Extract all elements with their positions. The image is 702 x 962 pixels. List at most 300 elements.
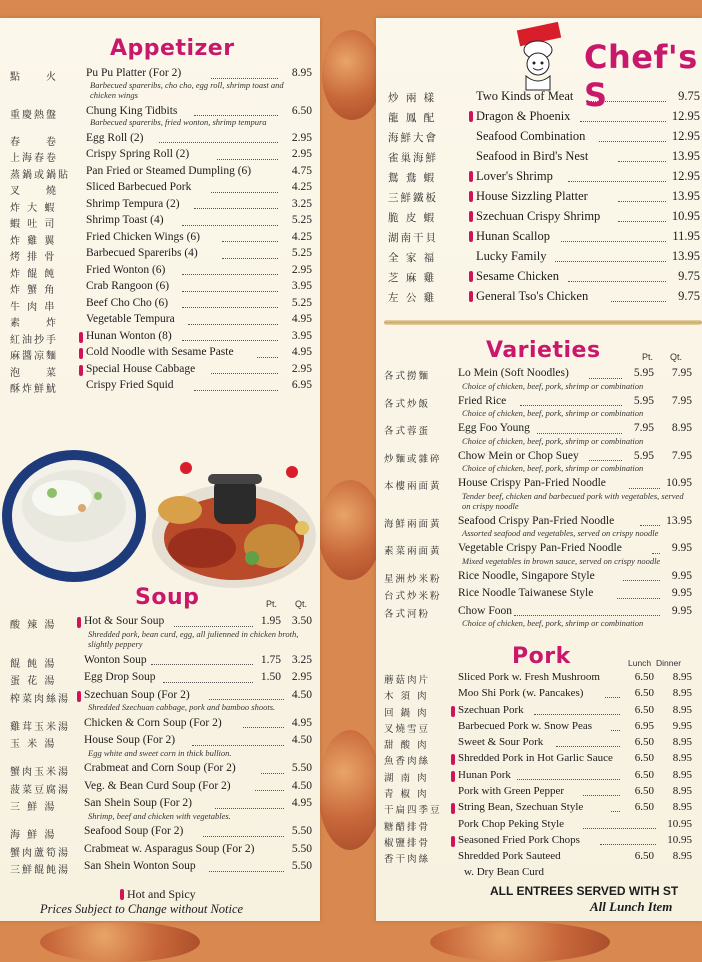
item-name: Fried Rice [458,394,507,407]
dot-leader [194,208,279,209]
item-name: Chicken & Corn Soup (For 2) [84,716,222,729]
item-price: 2.95 [291,362,312,375]
dot-leader [163,682,253,683]
item-price: 9.95 [671,542,692,554]
chinese-name: 素 炸 [10,318,58,329]
chinese-name: 玉 米 湯 [10,739,57,750]
appetizer-item [10,197,312,214]
item-name: Moo Shi Pork (w. Pancakes) [458,687,584,700]
item-price: 1.75 [260,653,281,666]
footer-line-1: ALL ENTREES SERVED WITH ST [490,884,679,898]
chefs-item [388,168,698,188]
dot-leader [209,871,284,872]
chinese-name: 海鮮大會 [388,132,438,144]
item-description: Tender beef, chicken and barbecued pork with vegetables, served on crispy noodle [462,490,684,511]
dot-leader [209,699,284,700]
soup-item [10,859,312,877]
chefs-special-title: Chef's S [584,38,698,114]
item-name: Crab Rangoon (6) [86,280,170,292]
chili-icon [79,365,83,376]
item-price: 4.25 [291,181,312,193]
item-price: 9.95 [671,569,692,582]
chinese-name: 蛋 花 湯 [10,676,57,687]
item-name: Fried Wonton (6) [86,263,166,276]
varieties-item [384,366,698,394]
pork-item [384,768,698,784]
varieties-item [384,604,698,632]
dot-leader [605,697,620,698]
chinese-name: 炸 雞 翼 [10,235,57,247]
dot-leader [534,714,621,715]
item-price: 6.50 [634,850,654,863]
appetizer-item [10,213,312,230]
chinese-name: 全 家 福 [388,252,437,264]
soup-item [10,614,312,653]
dot-leader [182,307,278,308]
dot-leader [589,460,623,461]
dot-leader [203,836,284,837]
item-name: Shredded Pork in Hot Garlic Sauce [458,752,613,765]
appetizer-item [10,147,312,164]
item-name: Hot & Sour Soup [84,615,165,627]
item-name: Crabmeat and Corn Soup (For 2) [84,762,236,774]
dot-leader [255,790,284,791]
price-notice: Prices Subject to Change without Notice [40,902,244,916]
chili-icon [451,706,455,717]
item-description: Choice of chicken, beef, pork, shrimp or combination [462,463,644,473]
chefs-item [388,228,698,248]
chinese-name: 蟹肉蘆筍湯 [10,847,70,859]
dot-leader [537,433,622,434]
chinese-name: 鴛 鴦 蝦 [388,172,437,184]
soup-col-qt: Qt. [295,599,308,609]
dot-leader [618,221,667,222]
item-price: 3.50 [291,615,312,627]
pork-list [384,670,698,882]
dot-leader [151,664,253,665]
item-name: San Shein Wonton Soup [84,860,196,872]
chinese-name: 雞茸玉米湯 [10,721,70,733]
item-price: 1.50 [260,671,281,683]
chinese-name: 芝 麻 雞 [388,272,437,284]
pork-item [384,800,698,816]
item-price: 13.95 [666,514,692,527]
varieties-item [384,476,698,514]
dot-leader [192,745,285,746]
chinese-name: 台式炒米粉 [384,591,442,602]
chinese-name: 酸 辣 湯 [10,620,57,631]
item-name: Egg Foo Young [458,422,530,434]
dot-leader [555,261,666,262]
footer-line-2: All Lunch Item [590,899,673,914]
dot-leader [617,598,660,599]
chinese-name: 本樓兩面黃 [384,481,442,492]
pork-title: Pork [512,644,571,669]
soup-item [10,824,312,842]
soup-item [10,842,312,860]
item-price: 5.50 [291,842,312,855]
appetizer-item [10,263,312,280]
pork-item [384,784,698,800]
item-price: 3.95 [291,329,312,342]
item-price: 6.50 [634,736,654,749]
chinese-name: 上海春卷 [10,153,58,164]
item-name: Hunan Pork [458,768,511,781]
item-price: 2.95 [291,263,312,276]
item-name: Seafood Combination [476,129,586,143]
item-price: 12.95 [671,169,700,183]
pork-item [384,751,698,767]
pork-item [384,719,698,735]
soup-item [10,688,312,716]
item-name: Hunan Wonton (8) [86,329,172,342]
chinese-name: 素菜兩面黃 [384,546,442,557]
item-name: String Bean, Szechuan Style [458,801,584,814]
item-price: 4.25 [291,230,312,243]
dot-leader [520,405,623,406]
chinese-name: 蘑菇肉片 [384,675,431,686]
item-name: Seafood Soup (For 2) [84,825,184,837]
item-name: Sweet & Sour Pork [458,736,544,749]
chinese-name: 點 火 [10,72,58,83]
chefs-item [388,188,698,208]
pork-item [384,849,698,881]
item-price: 6.50 [634,687,654,700]
item-price: 6.50 [634,785,654,798]
item-name: Egg Roll (2) [86,131,144,144]
chili-icon [469,111,473,122]
dot-leader [618,201,667,202]
dot-leader [215,808,285,809]
chinese-name: 龍 鳳 配 [388,112,437,124]
chinese-name: 糖醋排骨 [384,821,431,833]
item-name: Pu Pu Platter (For 2) [86,67,182,79]
item-name: Seafood in Bird's Nest [476,149,589,163]
chinese-name: 三鮮鐵板 [388,192,438,204]
chinese-name: 三鮮餛飩湯 [10,865,70,876]
item-price: 7.95 [671,449,692,462]
item-name: Two Kinds of Meat [476,89,574,103]
appetizer-item [10,296,312,313]
chinese-name: 雀巢海鮮 [388,152,438,164]
item-name: House Soup (For 2) [84,734,176,746]
dot-leader [618,161,667,162]
chili-icon [79,348,83,359]
item-name: Beef Cho Cho (6) [86,296,169,309]
appetizer-title: Appetizer [110,36,235,61]
chinese-name: 甜 酸 肉 [384,740,429,752]
dot-leader [194,390,279,391]
item-name: House Crispy Pan-Fried Noodle [458,477,606,489]
chinese-name: 各式炒飯 [384,398,431,410]
item-price: 13.95 [671,149,700,163]
chinese-name: 海鮮兩面黃 [384,518,442,530]
chef-mascot-icon [510,22,570,92]
item-name: Barbecued Spareribs (4) [86,247,198,259]
item-price: 8.95 [291,67,312,79]
item-name: Crabmeat w. Asparagus Soup (For 2) [84,842,255,855]
chefs-item [388,108,698,128]
item-price: 13.95 [671,249,700,263]
chili-icon [469,271,473,282]
dot-leader [194,115,279,116]
dot-leader [222,258,278,259]
chinese-name: 炸 餛 飩 [10,268,57,280]
appetizer-item [10,362,312,379]
dot-leader [568,181,667,182]
soup-item [10,716,312,734]
item-price: 5.95 [633,367,654,379]
item-description: Egg white and sweet corn in thick bullion. [88,747,232,758]
chinese-name: 湖南干貝 [388,232,438,244]
item-price: 6.50 [634,703,654,716]
chinese-name: 回 鍋 肉 [384,707,429,719]
appetizer-item [10,131,312,148]
varieties-title: Varieties [486,338,601,363]
chinese-name: 木 須 肉 [384,691,429,703]
chinese-name: 叉 燒 [10,186,58,197]
right-menu-page [376,18,702,921]
dot-leader [159,142,278,143]
item-price: 5.50 [291,825,312,837]
chili-icon [451,803,455,814]
item-name: Lo Mein (Soft Noodles) [458,367,569,379]
appetizer-item [10,329,312,346]
item-price: 13.95 [671,189,700,203]
item-name: Dragon & Phoenix [476,109,571,123]
item-name: Lucky Family [476,249,547,263]
dot-leader [623,580,660,581]
dot-leader [583,828,656,829]
dot-leader [514,615,660,616]
chili-icon [451,771,455,782]
item-name: Seafood Crispy Pan-Fried Noodle [458,514,615,527]
dot-leader [580,121,666,122]
item-description: Barbecued spareribs, cho cho, egg roll, shrimp toast and chicken wings [90,79,284,100]
item-name: Sliced Pork w. Fresh Mushroom [458,671,600,683]
chinese-name: 炒 兩 樣 [388,92,437,104]
tomato-decoration [430,922,610,962]
chili-icon [120,889,124,900]
item-name: Shrimp Tempura (2) [86,197,180,210]
dot-leader [629,488,660,489]
soup-title: Soup [135,585,200,610]
chinese-name: 干扁四季豆 [384,805,442,817]
soup-item [10,653,312,671]
chinese-name: 各式蓉蛋 [384,426,431,437]
chinese-name: 星洲炒米粉 [384,573,442,585]
chefs-item [388,248,698,268]
varieties-list [384,366,698,631]
chinese-name: 青 椒 肉 [384,789,429,801]
hot-spicy-legend: Hot and Spicy [127,887,196,901]
item-description: Barbecued spareribs, fried wonton, shrimp tempura [90,117,267,127]
chili-icon [469,211,473,222]
dot-leader [652,553,660,554]
dot-leader [583,795,620,796]
chinese-name: 烤 排 骨 [10,252,57,263]
chefs-item [388,128,698,148]
dot-leader [611,730,621,731]
varieties-item [384,449,698,477]
item-name: Pork Chop Peking Style [458,817,565,830]
chinese-name: 炸 大 蝦 [10,202,57,214]
chefs-item [388,288,698,308]
item-name: Sliced Barbecued Pork [86,181,192,193]
item-price: 7.95 [633,422,654,434]
item-name: Seasoned Fried Pork Chops [458,833,580,846]
dot-leader [182,225,278,226]
item-price: 2.95 [291,131,312,144]
pork-col-dinner: Dinner [656,658,682,668]
item-price: 9.95 [671,604,692,617]
chili-icon [77,691,81,702]
item-price: 4.95 [291,797,312,809]
item-price: 10.95 [667,817,692,830]
chinese-name: 麻醬凉麵 [10,351,58,362]
item-description: Shrimp, beef and chicken with vegetables. [88,810,231,821]
soup-item [10,761,312,779]
item-name: Pan Fried or Steamed Dumpling (6) [86,164,252,177]
item-name: Szechuan Crispy Shrimp [476,209,601,223]
dot-leader [222,241,278,242]
item-name: Szechuan Pork [458,703,524,716]
item-description: Assorted seafood and vegetables, served on crispy noodle [462,528,659,538]
chefs-item [388,208,698,228]
item-price: 5.25 [291,296,312,309]
chinese-name: 紅油抄手 [10,334,58,346]
chefs-list [388,88,698,308]
dot-leader [182,340,278,341]
dot-leader [600,844,657,845]
varieties-item [384,586,698,604]
pork-item [384,735,698,751]
dot-leader [261,773,285,774]
appetizer-item [10,180,312,197]
item-name: Fried Chicken Wings (6) [86,230,200,243]
pork-item [384,817,698,833]
item-price: 3.25 [291,653,312,666]
dot-leader [182,274,278,275]
item-price: 10.95 [666,477,692,489]
item-price: 9.75 [678,289,700,303]
chili-icon [79,332,83,343]
appetizer-item [10,230,312,247]
item-price: 5.95 [633,394,654,407]
food-photo-illustration [2,438,318,598]
chinese-name: 香干肉絲 [384,854,431,866]
chili-icon [77,617,81,628]
item-price: 8.95 [672,736,692,749]
dot-leader [611,301,666,302]
chinese-name: 餛 飩 湯 [10,658,57,670]
pork-item [384,686,698,702]
item-price: 12.95 [671,109,700,123]
item-description: Shredded pork, bean curd, egg, all julienned in chicken broth, slightly peppery [88,628,299,649]
chinese-name: 脆 皮 蝦 [388,212,437,224]
chinese-name: 魚香肉絲 [384,756,431,768]
chinese-name: 海 鮮 湯 [10,830,57,841]
item-price: 4.95 [291,313,312,325]
varieties-item [384,394,698,422]
dot-leader [517,779,620,780]
item-price: 1.95 [260,615,281,627]
item-name: Chung King Tidbits [86,104,178,117]
item-price: 2.95 [291,671,312,683]
item-price: 10.95 [671,209,700,223]
dot-leader [589,378,623,379]
item-price: 4.50 [291,734,312,746]
item-name: House Sizzling Platter [476,189,588,203]
chinese-name: 蝦 吐 司 [10,219,57,230]
item-price: 4.50 [291,688,312,701]
item-price: 6.95 [634,719,654,732]
appetizer-item [10,312,312,329]
item-price: 7.95 [671,367,692,379]
chinese-name: 榨菜肉絲湯 [10,693,70,705]
chinese-name: 泡 菜 [10,367,58,379]
chili-icon [469,171,473,182]
item-price: 12.95 [671,129,700,143]
tomato-decoration [40,922,200,962]
chefs-item [388,268,698,288]
item-name: Shrimp Toast (4) [86,214,164,226]
item-name: General Tso's Chicken [476,289,589,303]
soup-item [10,796,312,824]
item-name: Pork with Green Pepper [458,785,565,798]
chinese-name: 各式河粉 [384,608,431,620]
item-price: 5.25 [291,247,312,259]
dot-leader [211,78,278,79]
chili-icon [451,836,455,847]
item-description: Choice of chicken, beef, pork, shrimp or combination [462,618,644,628]
chinese-name: 炒麵或雜碎 [384,453,442,465]
item-name: Barbecued Pork w. Snow Peas [458,719,593,732]
dot-leader [568,281,667,282]
chefs-item [388,88,698,108]
chefs-item [388,148,698,168]
item-name: Hunan Scallop [476,229,550,243]
item-name: Egg Drop Soup [84,671,156,683]
appetizer-item [10,279,312,296]
item-name: Shredded Pork Sauteed [458,850,561,863]
chinese-name: 湖 南 肉 [384,772,429,784]
item-description: Mixed vegetables in brown sauce, served on crispy noodle [462,555,661,566]
dot-leader [211,373,278,374]
appetizer-list [10,66,312,395]
chinese-name: 春 卷 [10,136,58,148]
chili-icon [469,231,473,242]
chinese-name: 牛 肉 串 [10,301,57,313]
chinese-name: 叉燒雪豆 [384,723,431,735]
item-price: 2.95 [291,148,312,160]
item-price: 5.50 [291,860,312,872]
item-price: 8.95 [672,785,692,798]
dot-leader [586,101,666,102]
item-price: 8.95 [672,768,692,781]
item-price: 4.75 [291,164,312,177]
chili-icon [469,191,473,202]
item-price: 8.95 [672,850,692,863]
appetizer-item [10,246,312,263]
item-price: 10.95 [667,833,692,846]
tomato-decoration [322,30,382,120]
item-price: 3.25 [291,197,312,210]
chinese-name: 蟹肉玉米湯 [10,767,70,778]
item-price: 4.50 [291,779,312,792]
chinese-name: 蒸鍋或鍋貼 [10,169,70,181]
item-price: 6.50 [291,104,312,117]
